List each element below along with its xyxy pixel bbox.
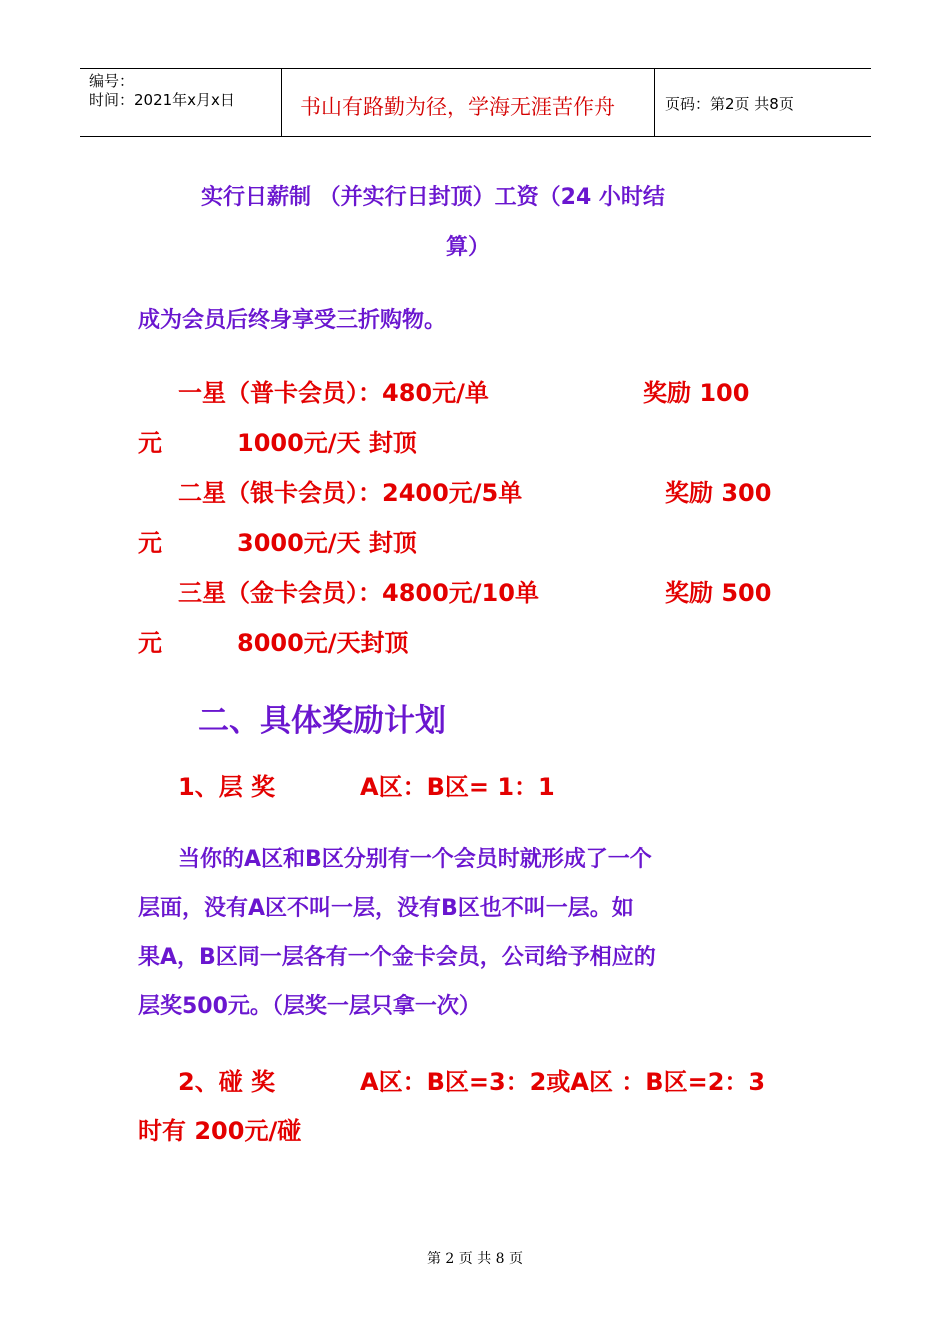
star1-reward-unit: 元	[138, 429, 162, 457]
star1-cap: 1000元/天 封顶	[237, 429, 417, 457]
star3-reward: 奖励 500	[665, 579, 772, 607]
star3-cap: 8000元/天封顶	[237, 629, 409, 657]
item1-ratio: A区：B区= 1：1	[360, 773, 555, 801]
header-divider-right	[654, 68, 655, 136]
para1-line3: 果A，B区同一层各有一个金卡会员，公司给予相应的	[138, 945, 656, 970]
star2-level: 二星（银卡会员）：2400元/5单	[178, 479, 523, 507]
item1-title: 1、层 奖	[178, 773, 276, 801]
header-page-label: 页码：第2页 共8页	[665, 95, 794, 113]
header-bottom-rule	[80, 136, 871, 137]
star1-level: 一星（普卡会员）：480元/单	[178, 379, 489, 407]
salary-title-line2: 算）	[446, 235, 491, 260]
member-benefit-text: 成为会员后终身享受三折购物。	[138, 308, 447, 333]
para1-line2: 层面，没有A区不叫一层，没有B区也不叫一层。如	[138, 896, 634, 921]
star2-cap: 3000元/天 封顶	[237, 529, 417, 557]
item2-ratio: A区：B区=3：2或A区 ：B区=2：3	[360, 1068, 766, 1096]
star3-reward-unit: 元	[138, 629, 162, 657]
footer-page-number: 第 2 页 共 8 页	[426, 1251, 524, 1267]
item2-line2: 时有 200元/碰	[138, 1117, 302, 1145]
salary-title-line1: 实行日薪制 （并实行日封顶）工资（24 小时结	[201, 185, 665, 210]
star2-reward-unit: 元	[138, 529, 162, 557]
para1-line1: 当你的A区和B区分别有一个会员时就形成了一个	[178, 847, 652, 872]
header-code-label: 编号：	[89, 72, 135, 90]
star1-reward: 奖励 100	[643, 379, 750, 407]
para1-line4: 层奖500元。（层奖一层只拿一次）	[138, 994, 481, 1019]
header-date-label: 时间：2021年x月x日	[89, 91, 235, 109]
section2-heading: 二、具体奖励计划	[198, 703, 446, 739]
star2-reward: 奖励 300	[665, 479, 772, 507]
item2-title: 2、碰 奖	[178, 1068, 276, 1096]
header-top-rule	[80, 68, 871, 69]
header-divider-left	[281, 68, 282, 136]
header-motto: 书山有路勤为径，学海无涯苦作舟	[300, 95, 615, 119]
star3-level: 三星（金卡会员）：4800元/10单	[178, 579, 539, 607]
